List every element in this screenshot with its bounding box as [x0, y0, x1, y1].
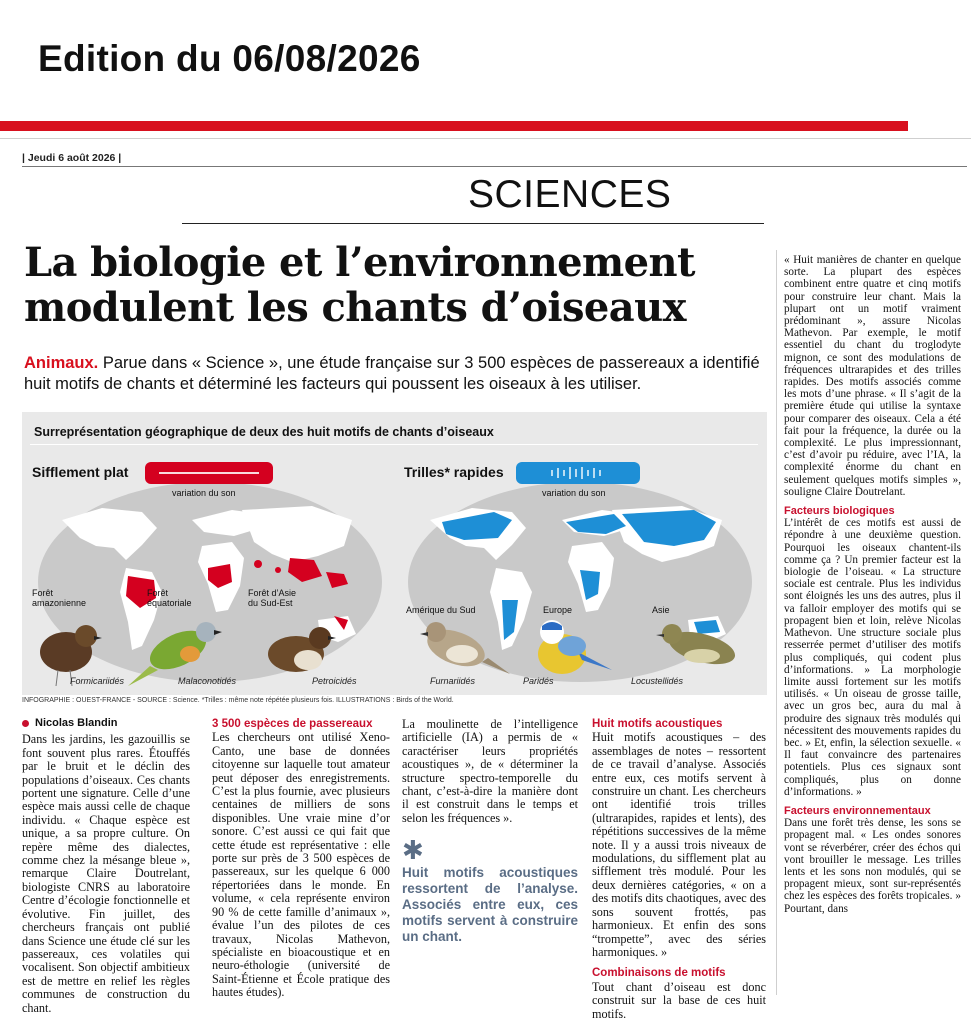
divider	[182, 223, 764, 224]
family-label: Furnariidés	[430, 676, 476, 686]
subhead: Facteurs environnementaux	[784, 804, 931, 817]
infographic-credit: INFOGRAPHIE : OUEST-FRANCE - SOURCE : Science. *Trilles : même note répétée plusieurs fois. ILLUSTRATIONS : Birds of the World.	[22, 697, 454, 704]
region-label: Asie	[652, 605, 670, 615]
pull-quote: Huit motifs acoustiques ressortent de l’analyse. Associés entre eux, ces motifs servent à construire un chant.	[402, 865, 578, 945]
infographic-title: Surreprésentation géographique de deux des huit motifs de chants d’oiseaux	[34, 425, 494, 439]
body-text: Dans les jardins, les gazouillis se font souvent plus rares. Étouffés par le bruit et le déclin des populations d’oiseaux. Ces chants portent une signature. Celle d’une espèce mais aussi celle de chaque individu. « Chaque espèce est unique, a sa propre culture. On repère même des dialectes, comme chez la mésange bleue », remarque Claire Doutrelant, biologiste CNRS au laboratoire Centre d’écologie fonctionnelle et évolutive. Fin juillet, des chercheurs français ont publié dans Science une étude clé sur les passereaux, ces volatiles qui vocalisent. Son objectif ambitieux est de mettre en relief les règles communes de construction du chant.	[22, 732, 190, 1015]
body-text: Les chercheurs ont utilisé Xeno-Canto, une base de données citoyenne sur laquelle tout amateur peut déposer des enregistrements. C’est la plus fournie, avec plusieurs centaines de milliers de sons disponibles. Une vraie mine d’or sonore. C’est aussi ce qui fait que cette étude est représentative : elle porte sur près de 3 500 espèces de passereaux, sur les quelque 6 000 répertoriées dans le monde. En volume, « cela représente environ 90 % de cette famille d’animaux », évalue l’un des pilotes de ces travaux, Nicolas Mathevon, spécialiste en bioacoustique et en neuro-éthologie (université de Saint-Étienne et École pratique des hautes études).	[212, 730, 390, 1000]
body-text: « Huit manières de chanter en quelque sorte. La plupart des espèces combinent entre quatre et cinq motifs pour construire leur chant. Mais la plupart ont un motif vraiment prédominant », assure Nicolas Mathevon. Par exemple, le motif essentiel du chant du troglodyte mignon, ce sont des modulations de fréquences ultrarapides et des trilles rapides. Des motifs associés comme les mots d’une phrase. « Il s’agit de la première étude qui utilise la syntaxe pour comparer des oiseaux. Cela a été fait pour la fréquence, la durée ou la complexité. Le plus impressionnant, c’est d’avoir pu réduire, avec l’IA, la complexité énorme du chant en seulement quelques motifs simples », souligne Claire Doutrelant.	[784, 254, 961, 498]
flat-whistle-waveform-icon	[145, 462, 273, 484]
family-label: Petroicidés	[312, 676, 357, 686]
article-column-4	[592, 716, 766, 1021]
asterisk-icon: ✱	[402, 835, 424, 866]
subhead: 3 500 espèces de passereaux	[212, 718, 373, 730]
map2-label: Trilles* rapides	[404, 464, 504, 480]
standfirst	[24, 353, 774, 395]
fast-trill-waveform-icon	[516, 462, 640, 484]
body-text: La moulinette de l’intelligence artificielle (IA) a permis de « caractériser leurs propriétés acoustiques », de « déterminer la structure spectro-temporelle du chant, c’est-à-dire la manière dont il est construit dans le temps et selon les fréquences ».	[402, 717, 578, 825]
article-column-3	[402, 718, 578, 945]
subhead: Combinaisons de motifs	[592, 967, 726, 980]
red-banner	[0, 121, 908, 131]
furnariid-bird-icon	[420, 622, 510, 674]
map1-caption: variation du son	[172, 488, 236, 498]
standfirst-kicker: Animaux.	[24, 354, 99, 372]
standfirst-text: Parue dans « Science », une étude française sur 3 500 espèces de passereaux a identifié huit motifs de chants et déterminé les facteurs qui poussent les oiseaux à les utiliser.	[24, 354, 760, 393]
dateline: | Jeudi 6 août 2026 |	[22, 152, 122, 164]
article-column-5	[784, 254, 961, 915]
author-name: Nicolas Blandin	[35, 717, 118, 729]
region-label: Amérique du Sud	[406, 605, 476, 615]
family-label: Malaconotidés	[178, 676, 237, 686]
petroicid-bird-icon	[268, 627, 336, 672]
article-column-1	[22, 716, 190, 1015]
region-label: Europe	[543, 605, 573, 615]
region-label: Forêt équatoriale	[147, 588, 192, 608]
body-text: Huit motifs acoustiques – des assemblages de notes – ressortent de ce travail d’analyse. Associés entre eux, ces motifs servent à construire un chant. Les chercheurs ont identifié trois trilles (ultrarapides, rapides et lents), des répétitions successives de la même note. Il y a aussi trois niveaux de modulations, du sifflement plat au sifflement très modulé. Pour les deux dernières catégories, « on a des motifs dits chaotiques, avec des sons souvent frottés, pas harmonieux. Et enfin des sons “trompette”, avec des séries harmoniques. »	[592, 730, 766, 959]
column-separator	[776, 250, 777, 995]
map1-label: Sifflement plat	[32, 464, 129, 480]
divider	[30, 444, 758, 445]
byline	[22, 716, 190, 730]
family-label: Formicariidés	[70, 676, 125, 686]
subhead: Huit motifs acoustiques	[592, 718, 723, 730]
region-label: Forêt amazonienne	[32, 588, 87, 608]
body-text: L’intérêt de ces motifs est aussi de répondre à une deuxième question. Pourquoi les oiseaux chantent-ils comme ça ? Un premier facteur est la biologie de l’oiseau. « La structure sociale est centrale. Plus les individus sont éloignés les uns des autres, plus il va falloir employer des motifs qui se propagent bien et loin, relève Nicolas Mathevon. Une structure sociale plus resserrée permet d’utiliser des motifs plus compliqués, qui codent plus d’informations. » La morphologie limite aussi fortement sur les motifs utilisés. « Un oiseau de grosse taille, avec un gros bec, aura du mal à produire des signaux très modulés qui nécessitent des mouvements rapides du bec. » Et, enfin, la sélection sexuelle. « Il faut convaincre des partenaires potentiels. Plus ces signaux sont compliqués, plus on donne d’informations. »	[784, 517, 961, 798]
locustellid-bird-icon	[656, 624, 738, 670]
body-text: Tout chant d’oiseau est donc construit sur la base de ces huit motifs.	[592, 979, 766, 1021]
headline: La biologie et l’environnement modulent les chants d’oiseaux	[24, 239, 695, 331]
article-column-2	[212, 716, 390, 1000]
body-text: Dans une forêt très dense, les sons se propagent mal. « Les ondes sonores vont se réverbérer, créer des échos qui vont brouiller le message. Les trilles lents et les sons non modulés, qui se propagent mieux, sont sur-représentés chez les espèces des forêts tropicales. » Pourtant, dans	[784, 817, 961, 915]
map2-caption: variation du son	[542, 488, 606, 498]
section-title: SCIENCES	[468, 173, 672, 216]
family-label: Locustellidés	[631, 676, 684, 686]
region-label: Forêt d’Asie du Sud-Est	[248, 588, 297, 608]
family-label: Paridés	[523, 676, 554, 686]
divider	[22, 166, 967, 167]
byline-dot	[22, 720, 29, 727]
edition-title: Edition du 06/08/2026	[38, 38, 421, 79]
parid-bird-icon	[538, 620, 612, 674]
subhead: Facteurs biologiques	[784, 505, 895, 518]
divider	[0, 138, 971, 139]
